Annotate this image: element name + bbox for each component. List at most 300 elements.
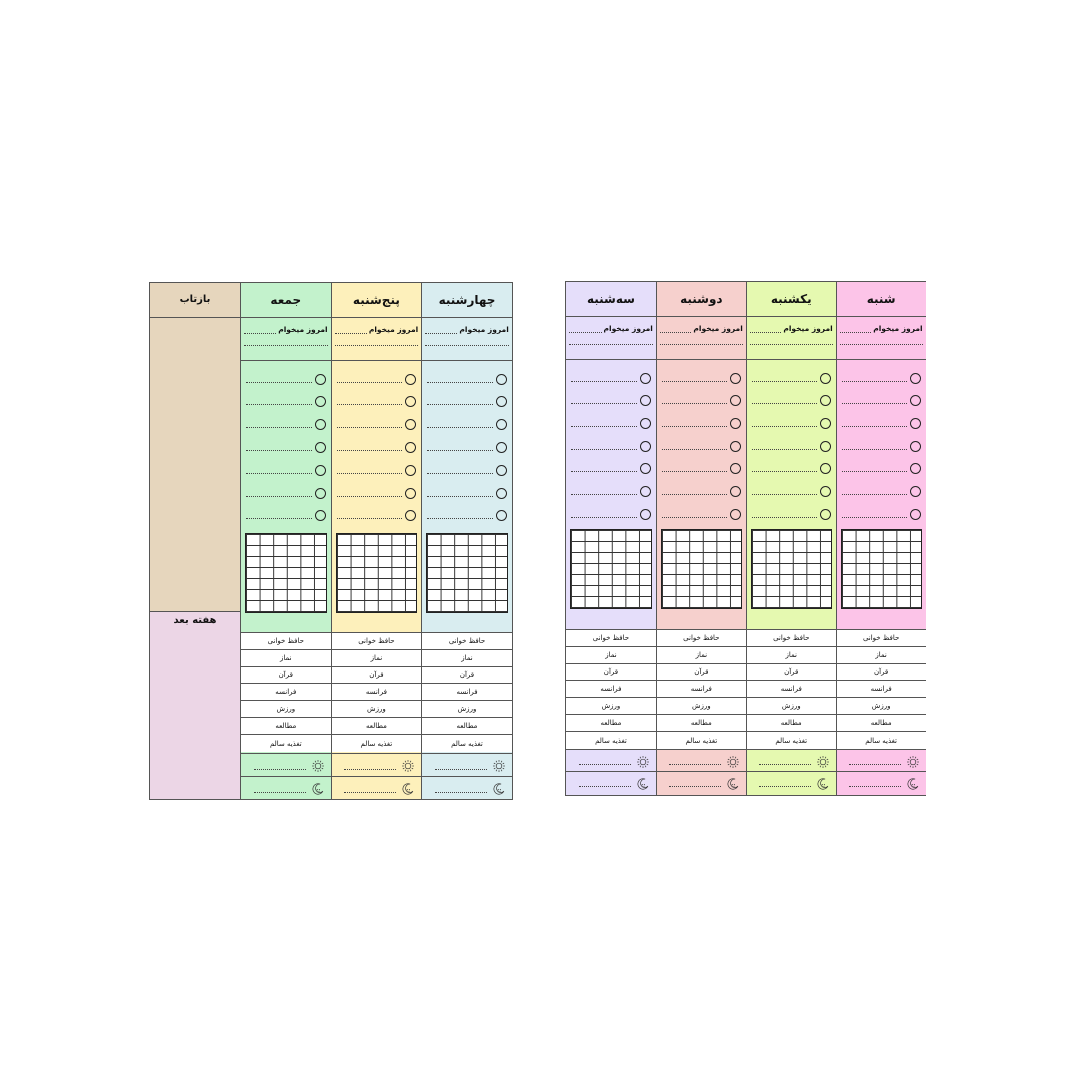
- moon-mood-row[interactable]: [837, 771, 926, 793]
- task-checkbox-circle[interactable]: [496, 442, 507, 453]
- task-checkbox-circle[interactable]: [910, 373, 921, 384]
- task-dotted-line[interactable]: [752, 397, 817, 404]
- task-item[interactable]: [332, 395, 422, 409]
- moon-mood-row[interactable]: [566, 771, 656, 793]
- task-item[interactable]: [332, 486, 422, 500]
- task-checkbox-circle[interactable]: [315, 396, 326, 407]
- task-item[interactable]: [657, 439, 746, 453]
- goal-dotted-line[interactable]: [335, 326, 367, 334]
- goal-dotted-line[interactable]: [244, 326, 276, 334]
- task-dotted-line[interactable]: [752, 488, 817, 495]
- task-checkbox-circle[interactable]: [640, 418, 651, 429]
- task-dotted-line[interactable]: [246, 512, 312, 519]
- mood-dotted-line[interactable]: [669, 756, 721, 765]
- habit-row[interactable]: ورزش: [422, 701, 512, 718]
- habit-row[interactable]: حافظ خوانی: [566, 630, 656, 647]
- task-item[interactable]: [566, 394, 656, 408]
- goal-line[interactable]: [569, 324, 653, 333]
- schedule-grid[interactable]: [336, 533, 418, 613]
- feedback-area[interactable]: [150, 283, 240, 611]
- task-dotted-line[interactable]: [662, 375, 727, 382]
- goal-second-line[interactable]: [244, 345, 328, 346]
- habit-row[interactable]: حافظ خوانی: [332, 633, 422, 650]
- task-item[interactable]: [241, 486, 331, 500]
- habit-row[interactable]: قرآن: [332, 667, 422, 684]
- goal-line[interactable]: [335, 325, 419, 334]
- moon-mood-row[interactable]: [332, 776, 422, 799]
- task-dotted-line[interactable]: [662, 443, 727, 450]
- mood-dotted-line[interactable]: [344, 784, 396, 793]
- task-checkbox-circle[interactable]: [640, 509, 651, 520]
- goal-line[interactable]: [840, 324, 923, 333]
- task-checkbox-circle[interactable]: [496, 488, 507, 499]
- task-dotted-line[interactable]: [246, 376, 312, 383]
- task-dotted-line[interactable]: [842, 443, 907, 450]
- task-item[interactable]: [332, 440, 422, 454]
- task-dotted-line[interactable]: [752, 375, 817, 382]
- moon-mood-row[interactable]: [747, 771, 836, 793]
- task-dotted-line[interactable]: [427, 398, 493, 405]
- task-dotted-line[interactable]: [246, 444, 312, 451]
- task-checkbox-circle[interactable]: [730, 486, 741, 497]
- task-checkbox-circle[interactable]: [910, 418, 921, 429]
- task-checkbox-circle[interactable]: [315, 510, 326, 521]
- task-item[interactable]: [747, 394, 836, 408]
- task-checkbox-circle[interactable]: [315, 442, 326, 453]
- task-item[interactable]: [837, 371, 926, 385]
- goal-dotted-line[interactable]: [569, 325, 602, 333]
- day-column: [836, 282, 926, 795]
- task-dotted-line[interactable]: [571, 375, 637, 382]
- task-checkbox-circle[interactable]: [315, 419, 326, 430]
- task-checkbox-circle[interactable]: [730, 373, 741, 384]
- goal-label: امروز میخوام: [603, 324, 653, 333]
- task-checkbox-circle[interactable]: [730, 463, 741, 474]
- task-item[interactable]: [241, 463, 331, 477]
- sun-icon: [906, 754, 920, 768]
- habit-row[interactable]: قرآن: [241, 667, 331, 684]
- task-checkbox-circle[interactable]: [405, 419, 416, 430]
- task-dotted-line[interactable]: [662, 511, 727, 518]
- task-item[interactable]: [422, 418, 512, 432]
- habit-row[interactable]: مطالعه: [657, 715, 746, 732]
- task-item[interactable]: [332, 372, 422, 386]
- task-item[interactable]: [241, 372, 331, 386]
- task-checkbox-circle[interactable]: [405, 510, 416, 521]
- task-checkbox-circle[interactable]: [640, 441, 651, 452]
- task-checkbox-circle[interactable]: [730, 509, 741, 520]
- task-checkbox-circle[interactable]: [820, 418, 831, 429]
- mood-dotted-line[interactable]: [435, 761, 487, 770]
- schedule-grid[interactable]: [426, 533, 508, 613]
- moon-icon: [492, 781, 506, 795]
- task-dotted-line[interactable]: [842, 465, 907, 472]
- habit-row[interactable]: قرآن: [747, 664, 836, 681]
- task-checkbox-circle[interactable]: [496, 419, 507, 430]
- habit-row[interactable]: ورزش: [837, 698, 926, 715]
- task-checkbox-circle[interactable]: [640, 395, 651, 406]
- task-dotted-line[interactable]: [752, 443, 817, 450]
- task-checkbox-circle[interactable]: [496, 465, 507, 476]
- goal-label: امروز میخوام: [873, 324, 923, 333]
- moon-icon: [816, 776, 830, 790]
- day-column: [421, 283, 512, 799]
- habit-row[interactable]: نماز: [747, 647, 836, 664]
- goal-dotted-line[interactable]: [750, 325, 782, 333]
- habit-tracker: [422, 632, 512, 752]
- habit-row[interactable]: قرآن: [566, 664, 656, 681]
- task-dotted-line[interactable]: [337, 398, 403, 405]
- task-item[interactable]: [837, 394, 926, 408]
- task-checkbox-circle[interactable]: [730, 395, 741, 406]
- mood-dotted-line[interactable]: [669, 778, 721, 787]
- task-item[interactable]: [422, 440, 512, 454]
- task-dotted-line[interactable]: [571, 465, 637, 472]
- task-checkbox-circle[interactable]: [910, 509, 921, 520]
- sun-icon: [816, 754, 830, 768]
- mood-dotted-line[interactable]: [435, 784, 487, 793]
- daily-goal[interactable]: [837, 316, 926, 360]
- habit-row[interactable]: فرانسه: [566, 681, 656, 698]
- task-item[interactable]: [747, 416, 836, 430]
- sun-icon: [492, 758, 506, 772]
- task-item[interactable]: [747, 507, 836, 521]
- task-dotted-line[interactable]: [571, 443, 637, 450]
- mood-dotted-line[interactable]: [344, 761, 396, 770]
- task-checkbox-circle[interactable]: [910, 486, 921, 497]
- task-checkbox-circle[interactable]: [730, 418, 741, 429]
- task-checkbox-circle[interactable]: [820, 509, 831, 520]
- schedule-grid[interactable]: [245, 533, 327, 613]
- moon-mood-row[interactable]: [241, 776, 331, 799]
- task-item[interactable]: [747, 371, 836, 385]
- task-dotted-line[interactable]: [246, 398, 312, 405]
- habit-row[interactable]: نماز: [422, 650, 512, 667]
- habit-row[interactable]: حافظ خوانی: [747, 630, 836, 647]
- goal-line[interactable]: [750, 324, 833, 333]
- task-dotted-line[interactable]: [662, 488, 727, 495]
- habit-row[interactable]: نماز: [332, 650, 422, 667]
- task-checkbox-circle[interactable]: [820, 441, 831, 452]
- sun-icon: [401, 758, 415, 772]
- task-item[interactable]: [241, 440, 331, 454]
- sun-mood-row[interactable]: [332, 753, 422, 776]
- habit-row[interactable]: ورزش: [241, 701, 331, 718]
- habit-row[interactable]: فرانسه: [837, 681, 926, 698]
- task-dotted-line[interactable]: [427, 467, 493, 474]
- habit-tracker: [566, 629, 656, 749]
- habit-row[interactable]: ورزش: [332, 701, 422, 718]
- goal-dotted-line[interactable]: [840, 325, 872, 333]
- goal-line[interactable]: [244, 325, 328, 334]
- task-item[interactable]: [747, 485, 836, 499]
- task-checkbox-circle[interactable]: [640, 463, 651, 474]
- day-header: سه‌شنبه: [566, 282, 656, 317]
- task-item[interactable]: [657, 485, 746, 499]
- goal-second-line[interactable]: [660, 344, 743, 345]
- sun-mood-row[interactable]: [837, 749, 926, 771]
- task-dotted-line[interactable]: [427, 444, 493, 451]
- daily-goal[interactable]: [657, 316, 746, 360]
- habit-tracker: [747, 629, 836, 749]
- task-item[interactable]: [566, 371, 656, 385]
- day-column: [240, 283, 331, 799]
- task-checkbox-circle[interactable]: [315, 374, 326, 385]
- day-header: جمعه: [241, 283, 331, 318]
- mood-dotted-line[interactable]: [579, 756, 631, 765]
- task-dotted-line[interactable]: [427, 512, 493, 519]
- daily-goal[interactable]: [241, 317, 331, 361]
- planner-sheet-left: [149, 282, 513, 800]
- habit-row[interactable]: مطالعه: [241, 718, 331, 735]
- task-item[interactable]: [657, 507, 746, 521]
- task-item[interactable]: [566, 485, 656, 499]
- task-dotted-line[interactable]: [246, 490, 312, 497]
- habit-row[interactable]: فرانسه: [241, 684, 331, 701]
- mood-dotted-line[interactable]: [579, 778, 631, 787]
- task-checkbox-circle[interactable]: [820, 395, 831, 406]
- task-item[interactable]: [566, 462, 656, 476]
- schedule-grid[interactable]: [570, 529, 652, 609]
- task-dotted-line[interactable]: [662, 465, 727, 472]
- day-header: پنج‌شنبه: [332, 283, 422, 318]
- task-item[interactable]: [747, 462, 836, 476]
- task-item[interactable]: [657, 394, 746, 408]
- task-item[interactable]: [837, 462, 926, 476]
- habit-row[interactable]: ورزش: [747, 698, 836, 715]
- goal-line[interactable]: [660, 324, 743, 333]
- habit-row[interactable]: قرآن: [422, 667, 512, 684]
- task-dotted-line[interactable]: [842, 420, 907, 427]
- daily-goal[interactable]: [422, 317, 512, 361]
- task-checkbox-circle[interactable]: [405, 465, 416, 476]
- habit-row[interactable]: مطالعه: [837, 715, 926, 732]
- goal-second-line[interactable]: [569, 344, 653, 345]
- task-dotted-line[interactable]: [842, 375, 907, 382]
- task-item[interactable]: [657, 371, 746, 385]
- moon-mood-row[interactable]: [657, 771, 746, 793]
- habit-row[interactable]: تغذیه سالم: [685, 736, 718, 745]
- moon-icon: [636, 776, 650, 790]
- habit-row[interactable]: تغذیه سالم: [269, 739, 302, 748]
- task-item[interactable]: [422, 372, 512, 386]
- task-item[interactable]: [566, 416, 656, 430]
- schedule-grid[interactable]: [661, 529, 742, 609]
- schedule-grid[interactable]: [841, 529, 922, 609]
- task-item[interactable]: [566, 507, 656, 521]
- habit-row[interactable]: نماز: [566, 647, 656, 664]
- task-checkbox-circle[interactable]: [496, 510, 507, 521]
- task-item[interactable]: [657, 416, 746, 430]
- habit-row[interactable]: ورزش: [657, 698, 746, 715]
- habit-row[interactable]: نماز: [657, 647, 746, 664]
- task-dotted-line[interactable]: [427, 376, 493, 383]
- task-checkbox-circle[interactable]: [820, 486, 831, 497]
- goal-label: امروز میخوام: [368, 325, 419, 334]
- task-checkbox-circle[interactable]: [315, 465, 326, 476]
- next-week-area[interactable]: [150, 611, 240, 799]
- habit-row[interactable]: مطالعه: [332, 718, 422, 735]
- task-item[interactable]: [837, 485, 926, 499]
- habit-row[interactable]: تغذیه سالم: [865, 736, 897, 745]
- habit-row[interactable]: تغذیه سالم: [595, 736, 627, 745]
- task-dotted-line[interactable]: [337, 444, 403, 451]
- planner-sheet-right: [565, 281, 926, 796]
- task-dotted-line[interactable]: [842, 511, 907, 518]
- mood-dotted-line[interactable]: [759, 756, 811, 765]
- task-dotted-line[interactable]: [246, 421, 312, 428]
- task-checkbox-circle[interactable]: [315, 488, 326, 499]
- daily-goal[interactable]: [566, 316, 656, 360]
- goal-line[interactable]: [425, 325, 509, 334]
- task-item[interactable]: [837, 416, 926, 430]
- goal-label: امروز میخوام: [459, 325, 509, 334]
- task-checkbox-circle[interactable]: [405, 396, 416, 407]
- task-dotted-line[interactable]: [337, 467, 403, 474]
- task-item[interactable]: [332, 509, 422, 523]
- task-dotted-line[interactable]: [752, 420, 817, 427]
- task-item[interactable]: [422, 509, 512, 523]
- sun-mood-row[interactable]: [241, 753, 331, 776]
- task-checkbox-circle[interactable]: [820, 373, 831, 384]
- task-item[interactable]: [837, 439, 926, 453]
- task-dotted-line[interactable]: [337, 376, 403, 383]
- feedback-column: [150, 283, 240, 799]
- habit-row[interactable]: حافظ خوانی: [837, 630, 926, 647]
- goal-label: امروز میخوام: [278, 325, 328, 334]
- moon-icon: [906, 776, 920, 790]
- habit-row[interactable]: حافظ خوانی: [241, 633, 331, 650]
- task-item[interactable]: [332, 463, 422, 477]
- habit-row[interactable]: فرانسه: [657, 681, 746, 698]
- sun-icon: [636, 754, 650, 768]
- goal-second-line[interactable]: [335, 345, 419, 346]
- task-checkbox-circle[interactable]: [405, 442, 416, 453]
- task-dotted-line[interactable]: [427, 421, 493, 428]
- task-item[interactable]: [241, 509, 331, 523]
- task-dotted-line[interactable]: [571, 420, 637, 427]
- habit-row[interactable]: مطالعه: [566, 715, 656, 732]
- task-item[interactable]: [241, 418, 331, 432]
- task-dotted-line[interactable]: [337, 490, 403, 497]
- task-dotted-line[interactable]: [337, 512, 403, 519]
- habit-row[interactable]: قرآن: [657, 664, 746, 681]
- task-item[interactable]: [657, 462, 746, 476]
- moon-icon: [726, 776, 740, 790]
- task-dotted-line[interactable]: [571, 511, 637, 518]
- task-item[interactable]: [747, 439, 836, 453]
- task-item[interactable]: [422, 463, 512, 477]
- habit-row[interactable]: نماز: [241, 650, 331, 667]
- next-week-title: هفته بعد: [173, 615, 217, 626]
- habit-row[interactable]: تغذیه سالم: [775, 736, 808, 745]
- task-item[interactable]: [422, 486, 512, 500]
- task-dotted-line[interactable]: [662, 420, 727, 427]
- task-checkbox-circle[interactable]: [496, 396, 507, 407]
- habit-row[interactable]: تغذیه سالم: [360, 739, 393, 748]
- task-item[interactable]: [566, 439, 656, 453]
- sun-icon: [311, 758, 325, 772]
- habit-tracker: [241, 632, 331, 752]
- mood-dotted-line[interactable]: [254, 784, 306, 793]
- task-checkbox-circle[interactable]: [640, 486, 651, 497]
- day-header: دوشنبه: [657, 282, 746, 317]
- habit-row[interactable]: تغذیه سالم: [451, 739, 483, 748]
- habit-row[interactable]: مطالعه: [422, 718, 512, 735]
- mood-dotted-line[interactable]: [759, 778, 811, 787]
- habit-row[interactable]: فرانسه: [422, 684, 512, 701]
- daily-goal[interactable]: [332, 317, 422, 361]
- task-dotted-line[interactable]: [662, 397, 727, 404]
- habit-row[interactable]: حافظ خوانی: [657, 630, 746, 647]
- task-item[interactable]: [241, 395, 331, 409]
- habit-row[interactable]: قرآن: [837, 664, 926, 681]
- task-dotted-line[interactable]: [842, 397, 907, 404]
- goal-second-line[interactable]: [750, 344, 833, 345]
- habit-row[interactable]: حافظ خوانی: [422, 633, 512, 650]
- task-item[interactable]: [332, 418, 422, 432]
- task-dotted-line[interactable]: [752, 465, 817, 472]
- habit-row[interactable]: مطالعه: [747, 715, 836, 732]
- task-dotted-line[interactable]: [571, 397, 637, 404]
- task-checkbox-circle[interactable]: [910, 441, 921, 452]
- mood-dotted-line[interactable]: [849, 756, 901, 765]
- goal-label: امروز میخوام: [693, 324, 743, 333]
- task-dotted-line[interactable]: [842, 488, 907, 495]
- task-dotted-line[interactable]: [427, 490, 493, 497]
- mood-dotted-line[interactable]: [254, 761, 306, 770]
- mood-dotted-line[interactable]: [849, 778, 901, 787]
- task-checkbox-circle[interactable]: [640, 373, 651, 384]
- task-checkbox-circle[interactable]: [820, 463, 831, 474]
- task-dotted-line[interactable]: [752, 511, 817, 518]
- habit-tracker: [837, 629, 926, 749]
- sun-mood-row[interactable]: [422, 753, 512, 776]
- habit-row[interactable]: نماز: [837, 647, 926, 664]
- sun-icon: [726, 754, 740, 768]
- day-header: یکشنبه: [747, 282, 836, 317]
- daily-goal[interactable]: [747, 316, 836, 360]
- sun-mood-row[interactable]: [747, 749, 836, 771]
- task-dotted-line[interactable]: [571, 488, 637, 495]
- task-checkbox-circle[interactable]: [405, 374, 416, 385]
- habit-row[interactable]: فرانسه: [747, 681, 836, 698]
- task-checkbox-circle[interactable]: [405, 488, 416, 499]
- goal-dotted-line[interactable]: [660, 325, 692, 333]
- goal-second-line[interactable]: [425, 345, 509, 346]
- task-checkbox-circle[interactable]: [496, 374, 507, 385]
- day-header: چهارشنبه: [422, 283, 512, 318]
- task-checkbox-circle[interactable]: [730, 441, 741, 452]
- task-dotted-line[interactable]: [246, 467, 312, 474]
- task-item[interactable]: [422, 395, 512, 409]
- sun-mood-row[interactable]: [657, 749, 746, 771]
- moon-icon: [401, 781, 415, 795]
- task-checkbox-circle[interactable]: [910, 395, 921, 406]
- task-item[interactable]: [837, 507, 926, 521]
- goal-second-line[interactable]: [840, 344, 923, 345]
- task-dotted-line[interactable]: [337, 421, 403, 428]
- habit-row[interactable]: فرانسه: [332, 684, 422, 701]
- habit-row[interactable]: ورزش: [566, 698, 656, 715]
- goal-dotted-line[interactable]: [425, 326, 457, 334]
- schedule-grid[interactable]: [751, 529, 832, 609]
- task-checkbox-circle[interactable]: [910, 463, 921, 474]
- moon-mood-row[interactable]: [422, 776, 512, 799]
- habit-tracker: [332, 632, 422, 752]
- sun-mood-row[interactable]: [566, 749, 656, 771]
- day-column: [746, 282, 836, 795]
